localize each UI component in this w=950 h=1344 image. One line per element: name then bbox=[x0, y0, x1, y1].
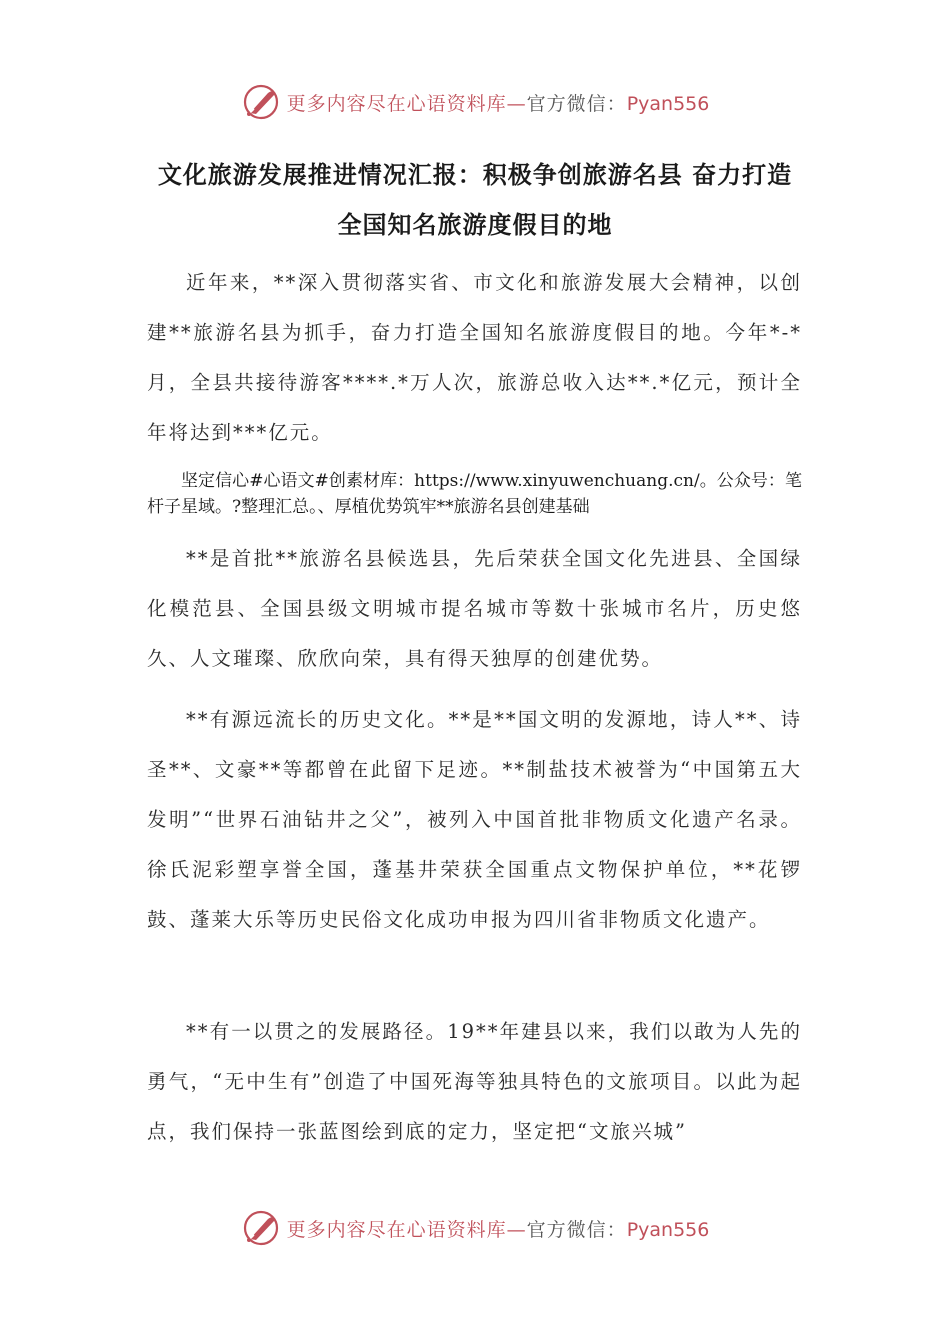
banner-main-text: 更多内容尽在心语资料库 bbox=[286, 92, 507, 115]
banner-separator: — bbox=[506, 1218, 527, 1241]
quill-logo-icon bbox=[241, 82, 281, 122]
title-line-2: 全国知名旅游度假目的地 bbox=[337, 210, 613, 239]
banner-main-text: 更多内容尽在心语资料库 bbox=[286, 1218, 507, 1241]
banner-prefix: 官方微信： bbox=[526, 92, 627, 115]
footer-banner bbox=[0, 1206, 950, 1250]
paragraph-candidate-county: **是首批**旅游名县候选县，先后荣获全国文化先进县、全国绿化模范县、全国县级文明城市提名城市等数十张城市名片，历史悠久、人文璀璨、欣欣向荣，具有得天独厚的创建优势。 bbox=[147, 547, 802, 670]
banner-wechat-id: Pyan556 bbox=[626, 92, 710, 115]
paragraph-source-note: 坚定信心#心语文#创素材库：https://www.xinyuwenchuang.cn/。公众号：笔杆子星域。?整理汇总。、厚植优势筑牢**旅游名县创建基础 bbox=[147, 471, 802, 517]
banner-wechat-id: Pyan556 bbox=[626, 1218, 710, 1241]
paragraph-history-culture: **有源远流长的历史文化。**是**国文明的发源地，诗人**、诗圣**、文豪**等都曾在此留下足迹。**制盐技术被誉为“中国第五大发明”“世界石油钻井之父”，被列入中国首批非物质文化遗产名录。徐氏泥彩塑享誉全国，蓬基井荣获全国重点文物保护单位，**花锣鼓、蓬莱大乐等历史民俗文化成功申报为四川省非物质文化遗产。 bbox=[147, 708, 802, 931]
header-banner bbox=[0, 80, 950, 124]
banner-text bbox=[287, 1215, 710, 1242]
paragraph-intro: 近年来，**深入贯彻落实省、市文化和旅游发展大会精神，以创建**旅游名县为抓手，奋力打造全国知名旅游度假目的地。今年*-*月，全县共接待游客****.*万人次，旅游总收入达**.*亿元，预计全年将达到***亿元。 bbox=[147, 271, 802, 444]
banner-prefix: 官方微信： bbox=[526, 1218, 627, 1241]
quill-logo-icon bbox=[241, 1208, 281, 1248]
title-line-1: 文化旅游发展推进情况汇报：积极争创旅游名县 奋力打造 bbox=[157, 160, 793, 189]
banner-separator: — bbox=[506, 92, 527, 115]
paragraph-development-path: **有一以贯之的发展路径。19**年建县以来，我们以敢为人先的勇气，“无中生有”创造了中国死海等独具特色的文旅项目。以此为起点，我们保持一张蓝图绘到底的定力，坚定把“文旅兴城” bbox=[147, 1020, 802, 1143]
banner-text bbox=[287, 89, 710, 116]
document-title bbox=[120, 150, 830, 250]
